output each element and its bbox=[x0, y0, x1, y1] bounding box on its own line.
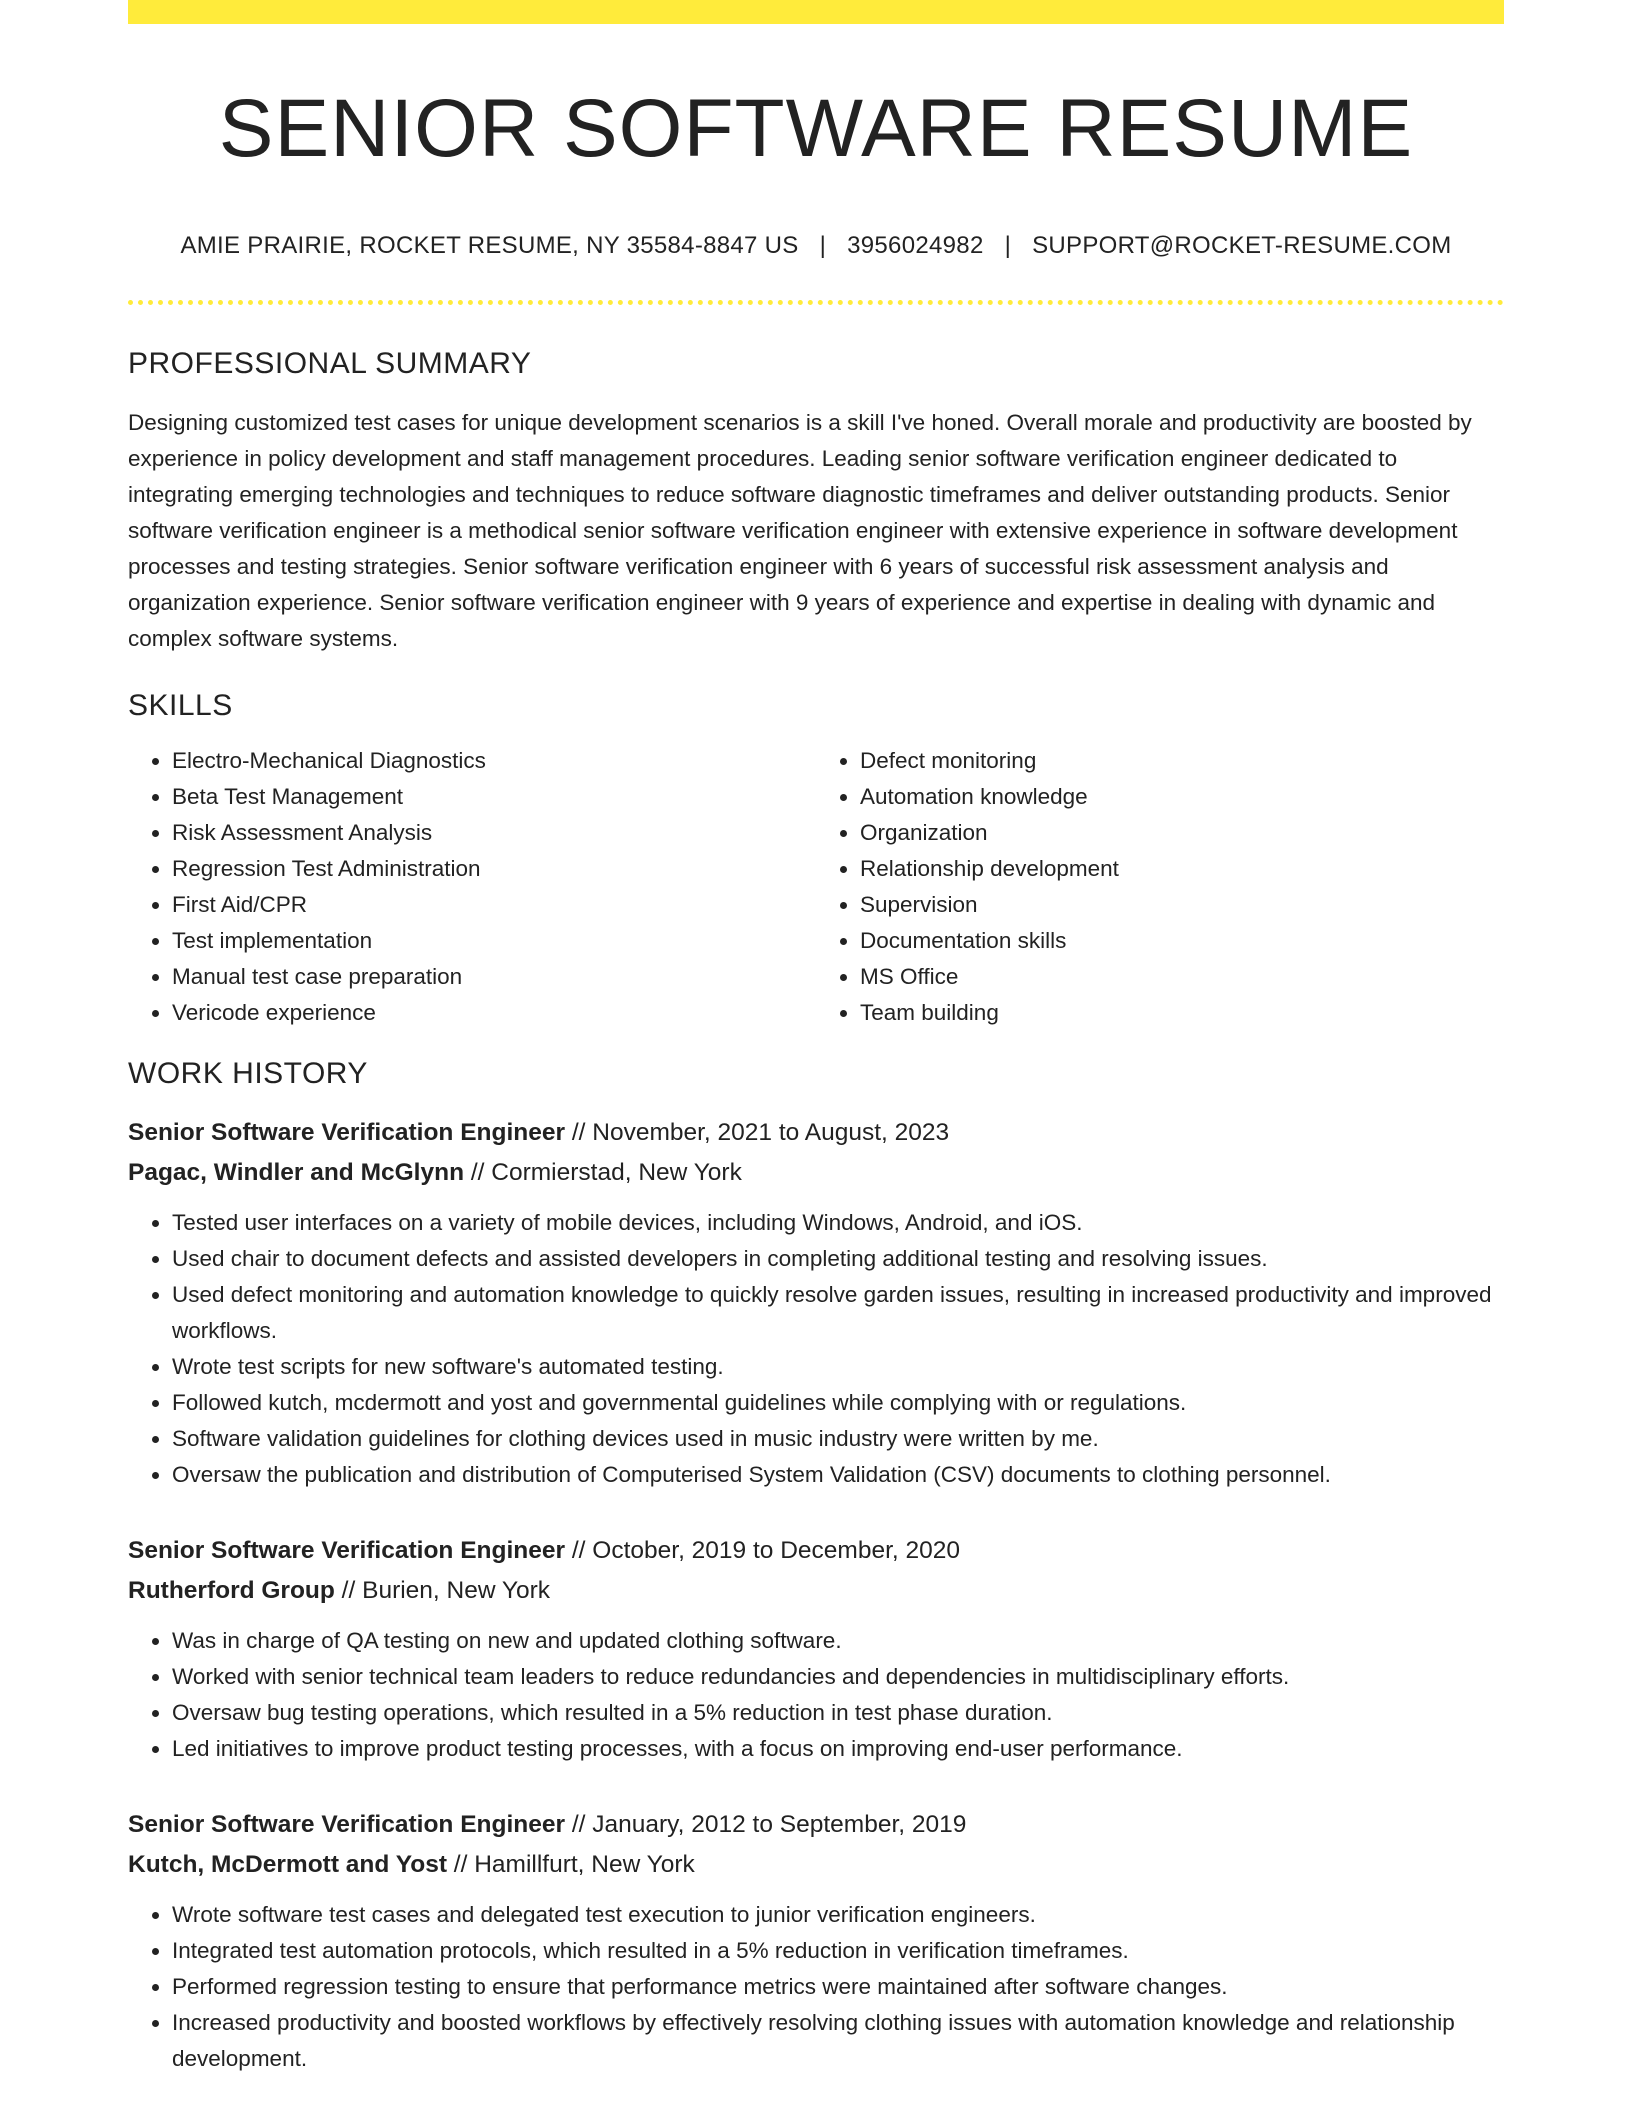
list-item: • Oversaw bug testing operations, which resulted in a 5% reduction in test phase duration. bbox=[172, 1695, 1504, 1731]
summary-section bbox=[128, 347, 1504, 657]
contact-separator: | bbox=[819, 232, 827, 260]
job-entry bbox=[128, 1531, 1504, 1767]
list-item: • Integrated test automation protocols, which resulted in a 5% reduction in verification timeframes. bbox=[172, 1933, 1504, 1969]
skill-item: • Electro-Mechanical Diagnostics bbox=[172, 743, 816, 779]
skill-item: • Team building bbox=[860, 995, 1504, 1031]
job-dates: November, 2021 to August, 2023 bbox=[592, 1119, 950, 1147]
skills-list-right bbox=[816, 743, 1504, 1031]
skill-item: • First Aid/CPR bbox=[172, 887, 816, 923]
job-dates: October, 2019 to December, 2020 bbox=[592, 1537, 961, 1565]
job-company-line bbox=[128, 1845, 1504, 1885]
skill-item: • Documentation skills bbox=[860, 923, 1504, 959]
list-item: • Wrote software test cases and delegated test execution to junior verification engineers. bbox=[172, 1897, 1504, 1933]
job-separator: // bbox=[565, 1119, 593, 1147]
resume-page bbox=[128, 0, 1504, 2077]
page-title: SENIOR SOFTWARE RESUME bbox=[218, 83, 1414, 174]
skills-list-left bbox=[128, 743, 816, 1031]
summary-heading: PROFESSIONAL SUMMARY bbox=[128, 347, 532, 381]
list-item: • Wrote test scripts for new software's automated testing. bbox=[172, 1349, 1504, 1385]
job-separator: // bbox=[565, 1811, 593, 1839]
list-item: • Used chair to document defects and assisted developers in completing additional testing and resolving issues. bbox=[172, 1241, 1504, 1277]
job-company-line bbox=[128, 1153, 1504, 1193]
job-title: Senior Software Verification Engineer bbox=[128, 1119, 566, 1147]
job-separator: // bbox=[565, 1537, 593, 1565]
job-location: Hamillfurt, New York bbox=[474, 1851, 695, 1879]
job-entry bbox=[128, 1805, 1504, 2077]
job-dates: January, 2012 to September, 2019 bbox=[592, 1811, 967, 1839]
contact-info bbox=[128, 232, 1504, 260]
skill-item: • Regression Test Administration bbox=[172, 851, 816, 887]
job-bullets bbox=[128, 1205, 1504, 1493]
list-item: • Oversaw the publication and distribution of Computerised System Validation (CSV) documents to clothing personnel. bbox=[172, 1457, 1504, 1493]
skill-item: • Relationship development bbox=[860, 851, 1504, 887]
list-item: • Worked with senior technical team leaders to reduce redundancies and dependencies in multidisciplinary efforts. bbox=[172, 1659, 1504, 1695]
top-accent-bar bbox=[128, 0, 1504, 24]
job-company: Rutherford Group bbox=[128, 1577, 335, 1605]
skill-item: • Risk Assessment Analysis bbox=[172, 815, 816, 851]
job-company: Kutch, McDermott and Yost bbox=[128, 1851, 447, 1879]
job-separator: // bbox=[334, 1577, 363, 1605]
job-location: Cormierstad, New York bbox=[491, 1159, 742, 1187]
job-separator: // bbox=[464, 1159, 492, 1187]
skill-item: • Beta Test Management bbox=[172, 779, 816, 815]
job-title: Senior Software Verification Engineer bbox=[128, 1811, 566, 1839]
list-item: • Followed kutch, mcdermott and yost and governmental guidelines while complying with or regulations. bbox=[172, 1385, 1504, 1421]
job-title: Senior Software Verification Engineer bbox=[128, 1537, 566, 1565]
list-item: • Software validation guidelines for clothing devices used in music industry were written by me. bbox=[172, 1421, 1504, 1457]
skill-item: • Supervision bbox=[860, 887, 1504, 923]
work-history-section bbox=[128, 1057, 1504, 2077]
job-title-line bbox=[128, 1113, 1504, 1153]
skills-columns bbox=[128, 743, 1504, 1031]
summary-text: Designing customized test cases for unique development scenarios is a skill I've honed. Overall morale and productivity are boosted by experience in policy development and staff management procedures. Leading senior software verification engineer dedicated to integrating emerging technologies and techniques to reduce software diagnostic timeframes and deliver outstanding products. Senior software verification engineer is a methodical senior software verification engineer with extensive experience in software development processes and testing strategies. Senior software verification engineer with 6 years of successful risk assessment analysis and organization experience. Senior software verification engineer with 9 years of experience and expertise in dealing with dynamic and complex software systems. bbox=[128, 410, 1472, 652]
job-bullets bbox=[128, 1623, 1504, 1767]
skill-item: • Test implementation bbox=[172, 923, 816, 959]
list-item: • Tested user interfaces on a variety of mobile devices, including Windows, Android, and iOS. bbox=[172, 1205, 1504, 1241]
skill-item: • Defect monitoring bbox=[860, 743, 1504, 779]
list-item: • Led initiatives to improve product testing processes, with a focus on improving end-user performance. bbox=[172, 1731, 1504, 1767]
skill-item: • MS Office bbox=[860, 959, 1504, 995]
skills-heading: SKILLS bbox=[128, 689, 233, 723]
contact-phone: 3956024982 bbox=[847, 232, 984, 260]
job-separator: // bbox=[446, 1851, 475, 1879]
contact-separator: | bbox=[1004, 232, 1012, 260]
list-item: • Was in charge of QA testing on new and updated clothing software. bbox=[172, 1623, 1504, 1659]
job-entry bbox=[128, 1113, 1504, 1493]
list-item: • Performed regression testing to ensure that performance metrics were maintained after software changes. bbox=[172, 1969, 1504, 2005]
contact-email: SUPPORT@ROCKET-RESUME.COM bbox=[1032, 232, 1452, 260]
skills-section bbox=[128, 689, 1504, 1031]
header-divider bbox=[128, 300, 1504, 305]
job-title-line bbox=[128, 1805, 1504, 1845]
skill-item: • Automation knowledge bbox=[860, 779, 1504, 815]
skill-item: • Vericode experience bbox=[172, 995, 816, 1031]
contact-address: AMIE PRAIRIE, ROCKET RESUME, NY 35584-8847 US bbox=[180, 232, 799, 260]
job-company-line bbox=[128, 1571, 1504, 1611]
skill-item: • Organization bbox=[860, 815, 1504, 851]
skill-item: • Manual test case preparation bbox=[172, 959, 816, 995]
job-location: Burien, New York bbox=[362, 1577, 551, 1605]
job-bullets bbox=[128, 1897, 1504, 2077]
list-item: • Increased productivity and boosted workflows by effectively resolving clothing issues with automation knowledge and relationship development. bbox=[172, 2005, 1504, 2077]
list-item: • Used defect monitoring and automation knowledge to quickly resolve garden issues, resulting in increased productivity and improved workflows. bbox=[172, 1277, 1504, 1349]
work-history-heading: WORK HISTORY bbox=[128, 1057, 368, 1091]
job-title-line bbox=[128, 1531, 1504, 1571]
job-company: Pagac, Windler and McGlynn bbox=[128, 1159, 465, 1187]
